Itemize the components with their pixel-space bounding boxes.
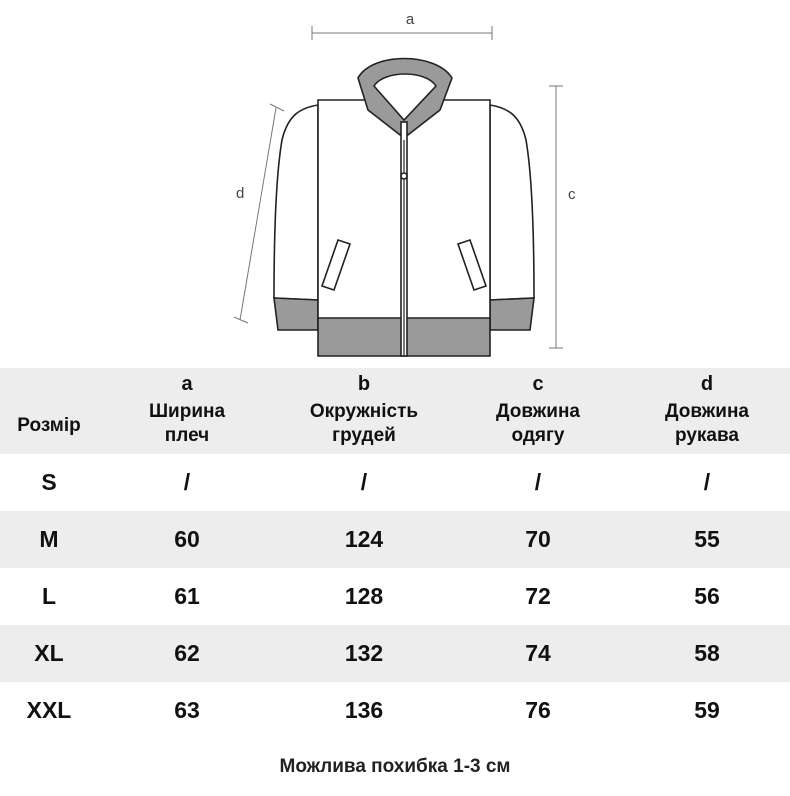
table-row: [0, 454, 790, 511]
letter-cell: b: [357, 373, 371, 395]
letter-cell: a: [181, 373, 193, 395]
table-row: [0, 568, 790, 625]
header-cell: Окружність грудей: [309, 401, 419, 446]
measurement-cell: 128: [344, 583, 384, 609]
measurement-cell: 74: [525, 640, 551, 666]
table-row: [0, 511, 790, 568]
measurement-cell: 132: [344, 640, 384, 666]
measurement-cell: 63: [174, 697, 200, 723]
header-cell: Ширина плеч: [148, 401, 226, 446]
measurement-cell: /: [183, 469, 191, 495]
letter-cell: [0, 368, 98, 398]
measurement-cell: 72: [525, 583, 551, 609]
table-letter-row: [0, 368, 790, 398]
dimension-c: [549, 86, 563, 348]
header-cell-size: Розмір: [17, 415, 81, 436]
jacket-illustration: [0, 0, 790, 368]
size-cell: L: [41, 583, 57, 609]
table-header-row: [0, 398, 790, 454]
measurement-cell: 70: [525, 526, 551, 552]
measurement-cell: 124: [344, 526, 384, 552]
label-c: c: [568, 186, 576, 203]
jacket-diagram: [0, 0, 790, 368]
size-cell: XL: [34, 640, 64, 666]
jacket-body: [274, 59, 534, 357]
measurement-cell: /: [360, 469, 368, 495]
label-a: a: [405, 11, 415, 28]
measurement-cell: 76: [525, 697, 551, 723]
measurement-cell: /: [703, 469, 711, 495]
tolerance-note: Можлива похибка 1-3 см: [279, 756, 511, 777]
measurement-cell: 58: [694, 640, 720, 666]
header-cell: Довжина рукава: [665, 401, 749, 446]
measurement-cell: 60: [174, 526, 200, 552]
measurement-cell: 61: [174, 583, 200, 609]
letter-cell: c: [532, 373, 544, 395]
measurement-cell: 55: [694, 526, 720, 552]
measurement-cell: /: [534, 469, 542, 495]
measurement-cell: 62: [174, 640, 200, 666]
letter-cell: d: [700, 373, 714, 395]
size-cell: S: [41, 469, 57, 495]
size-table: [0, 368, 790, 739]
size-cell: XXL: [26, 697, 72, 723]
measurement-cell: 136: [344, 697, 384, 723]
header-cell: Довжина одягу: [496, 401, 580, 446]
size-cell: M: [39, 526, 59, 552]
dimension-a: [312, 26, 492, 40]
table-row: [0, 682, 790, 739]
table-row: [0, 625, 790, 682]
label-d: d: [236, 185, 245, 202]
measurement-cell: 56: [694, 583, 720, 609]
measurement-cell: 59: [694, 697, 720, 723]
